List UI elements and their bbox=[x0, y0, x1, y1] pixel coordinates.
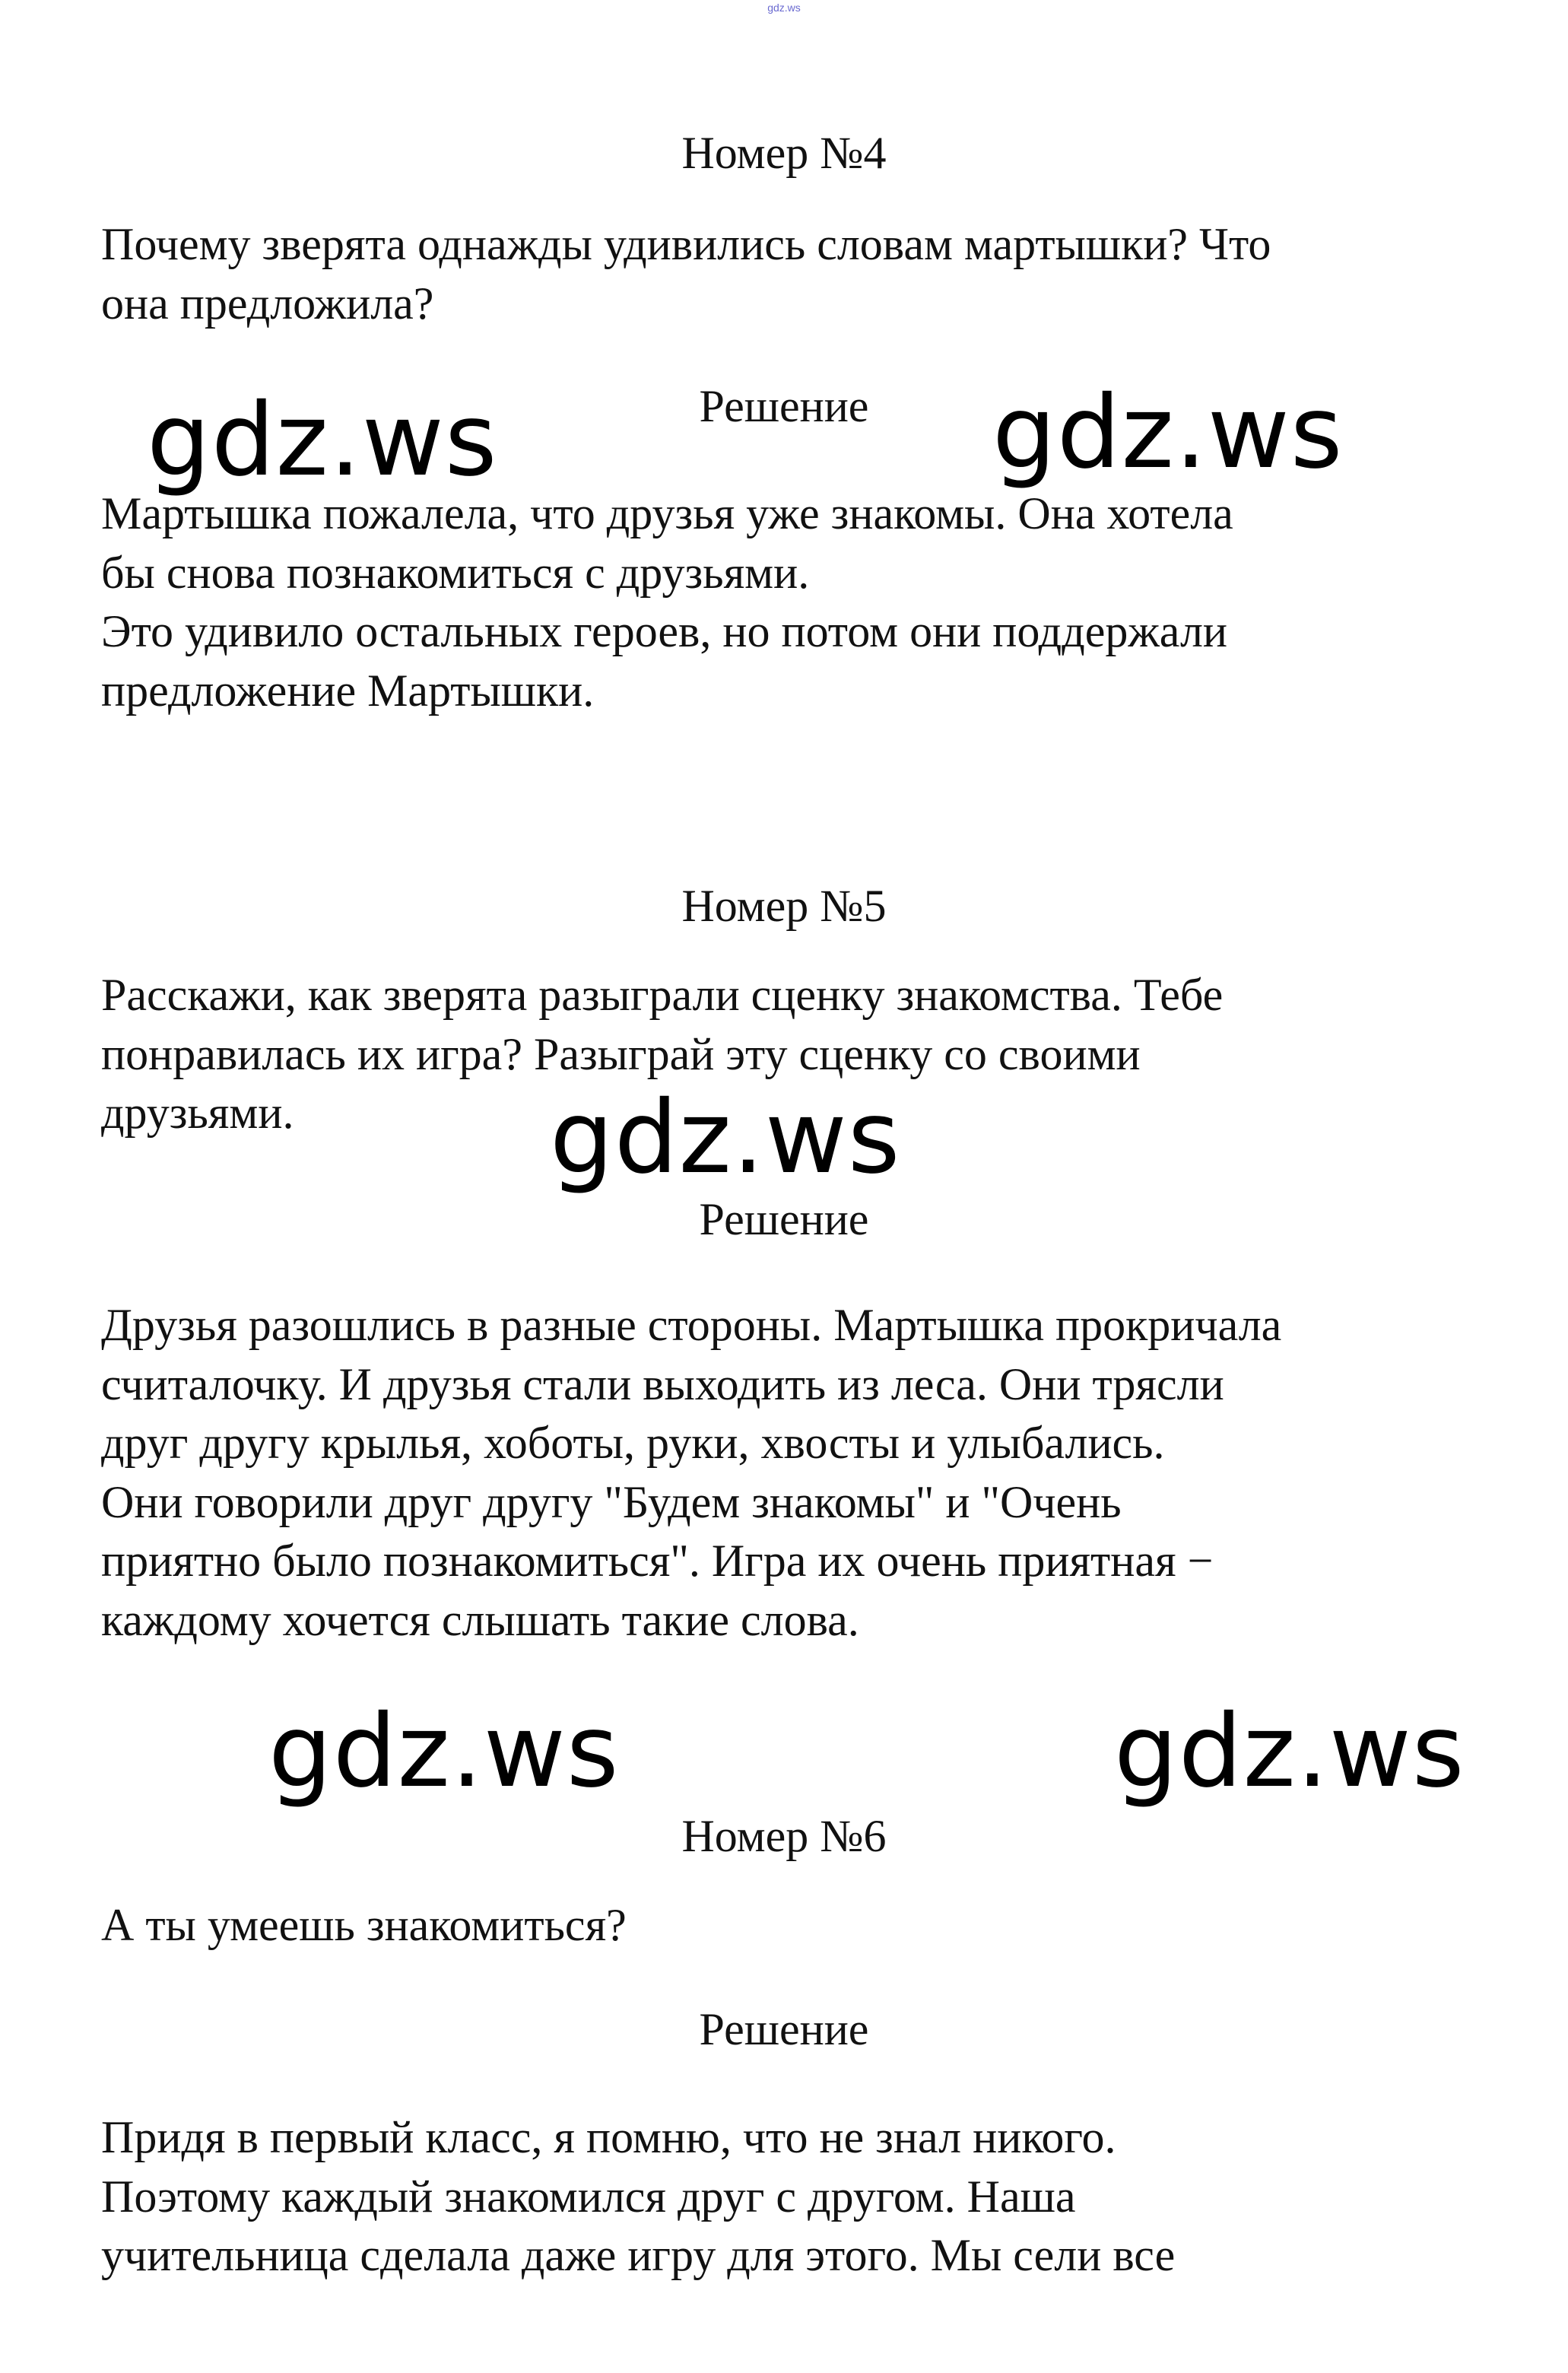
answer-4 bbox=[101, 484, 1485, 720]
section-heading-6: Номер №6 bbox=[681, 1811, 887, 1861]
question-line: Почему зверята однажды удивились словам мартышки? Что bbox=[101, 219, 1271, 269]
answer-line: считалочку. И друзья стали выходить из леса. Они трясли bbox=[101, 1358, 1224, 1409]
answer-line: предложение Мартышки. bbox=[101, 665, 595, 716]
answer-line: Они говорили друг другу "Будем знакомы" и "Очень bbox=[101, 1476, 1122, 1527]
top-watermark: gdz.ws bbox=[767, 2, 801, 14]
question-4 bbox=[101, 215, 1485, 333]
question-line: понравилась их игра? Разыграй эту сценку со своими bbox=[101, 1028, 1141, 1079]
section-heading-4: Номер №4 bbox=[681, 128, 887, 178]
answer-line: Это удивило остальных героев, но потом они поддержали bbox=[101, 606, 1228, 656]
question-line: Расскажи, как зверята разыграли сценку знакомства. Тебе bbox=[101, 970, 1224, 1020]
answer-line: учительница сделала даже игру для этого. Мы сели все bbox=[101, 2230, 1176, 2280]
watermark: gdz.ws bbox=[992, 374, 1344, 491]
solution-label-5: Решение bbox=[699, 1194, 869, 1244]
answer-line: каждому хочется слышать такие слова. bbox=[101, 1594, 859, 1645]
answer-5 bbox=[101, 1296, 1485, 1650]
watermark: gdz.ws bbox=[268, 1693, 620, 1810]
question-6 bbox=[101, 1896, 1485, 1955]
section-heading-5: Номер №5 bbox=[681, 881, 887, 931]
question-line: А ты умеешь знакомиться? bbox=[101, 1900, 627, 1950]
solution-label-4: Решение bbox=[699, 381, 869, 431]
watermark: gdz.ws bbox=[147, 382, 498, 499]
watermark: gdz.ws bbox=[550, 1079, 901, 1196]
answer-6 bbox=[101, 2108, 1485, 2286]
solution-label-6: Решение bbox=[699, 2004, 869, 2054]
watermark: gdz.ws bbox=[1114, 1693, 1465, 1810]
answer-line: друг другу крылья, хоботы, руки, хвосты и улыбались. bbox=[101, 1418, 1165, 1468]
answer-line: бы снова познакомиться с друзьями. bbox=[101, 547, 810, 598]
question-line: друзьями. bbox=[101, 1088, 294, 1138]
answer-line: Поэтому каждый знакомился друг с другом. Наша bbox=[101, 2171, 1076, 2222]
answer-line: приятно было познакомиться". Игра их очень приятная − bbox=[101, 1536, 1214, 1586]
answer-line: Мартышка пожалела, что друзья уже знакомы. Она хотела bbox=[101, 488, 1233, 538]
answer-line: Друзья разошлись в разные стороны. Мартышка прокричала bbox=[101, 1300, 1282, 1350]
answer-line: Придя в первый класс, я помню, что не знал никого. bbox=[101, 2112, 1116, 2162]
question-line: она предложила? bbox=[101, 278, 434, 329]
